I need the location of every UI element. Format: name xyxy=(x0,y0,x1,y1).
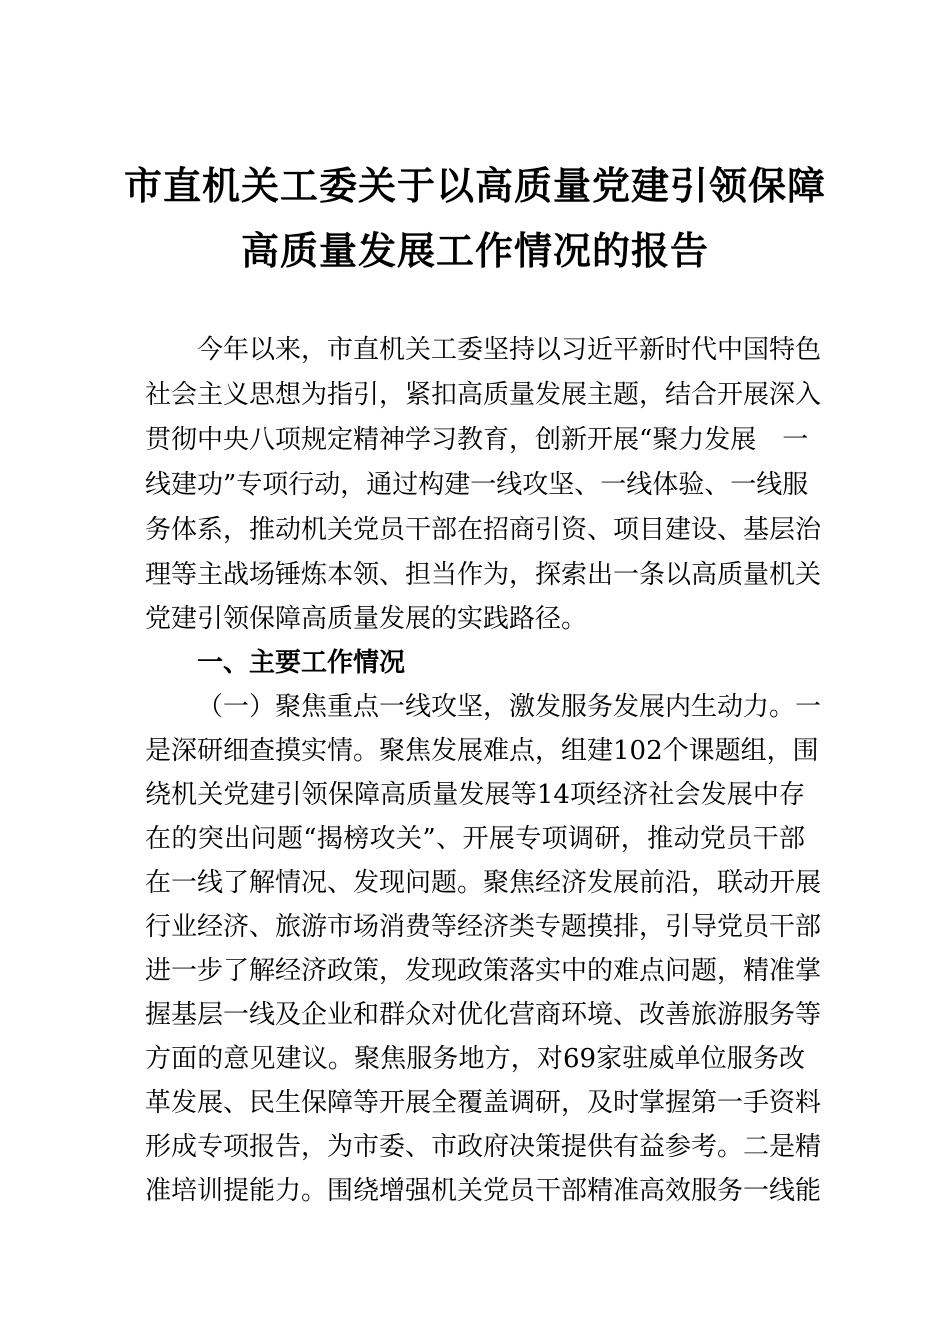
paragraph-line: 进一步了解经济政策，发现政策落实中的难点问题，精准掌 xyxy=(145,956,822,986)
paragraph-line: 理等主战场锤炼本领、担当作为，探索出一条以高质量机关 xyxy=(145,560,822,590)
paragraph-line: 方面的意见建议。聚焦服务地方，对69家驻威单位服务改 xyxy=(145,1044,805,1074)
paragraph-line: 是深研细查摸实情。聚焦发展难点，组建102个课题组，围 xyxy=(145,736,819,766)
paragraph-line: 线建功”专项行动，通过构建一线攻坚、一线体验、一线服 xyxy=(145,470,809,500)
paragraph-line: 党建引领保障高质量发展的实践路径。 xyxy=(145,604,588,634)
paragraph-line: 在的突出问题“揭榜攻关”、开展专项调研，推动党员干部 xyxy=(145,824,805,854)
paragraph-line: 今年以来，市直机关工委坚持以习近平新时代中国特色 xyxy=(197,335,822,365)
paragraph-line: 务体系，推动机关党员干部在招商引资、项目建设、基层治 xyxy=(145,515,822,545)
paragraph-line: 行业经济、旅游市场消费等经济类专题摸排，引导党员干部 xyxy=(145,912,822,942)
paragraph-line: （一）聚焦重点一线攻坚，激发服务发展内生动力。一 xyxy=(197,692,822,722)
document-title-line-2: 高质量发展工作情况的报告 xyxy=(240,228,709,273)
paragraph-line: 社会主义思想为指引，紧扣高质量发展主题，结合开展深入 xyxy=(145,380,822,410)
document-title-line-1: 市直机关工委关于以高质量党建引领保障 xyxy=(123,163,826,208)
section-heading: 一、主要工作情况 xyxy=(197,648,406,678)
paragraph-line: 革发展、民生保障等开展全覆盖调研，及时掌握第一手资料 xyxy=(145,1088,822,1118)
paragraph-line: 形成专项报告，为市委、市政府决策提供有益参考。二是精 xyxy=(145,1132,822,1162)
paragraph-line: 握基层一线及企业和群众对优化营商环境、改善旅游服务等 xyxy=(145,1000,822,1030)
paragraph-line: 在一线了解情况、发现问题。聚焦经济发展前沿，联动开展 xyxy=(145,868,822,898)
paragraph-line: 准培训提能力。围绕增强机关党员干部精准高效服务一线能 xyxy=(145,1176,822,1206)
paragraph-line: 绕机关党建引领保障高质量发展等14项经济社会发展中存 xyxy=(145,780,805,810)
paragraph-line: 贯彻中央八项规定精神学习教育，创新开展“聚力发展 一 xyxy=(145,425,809,455)
